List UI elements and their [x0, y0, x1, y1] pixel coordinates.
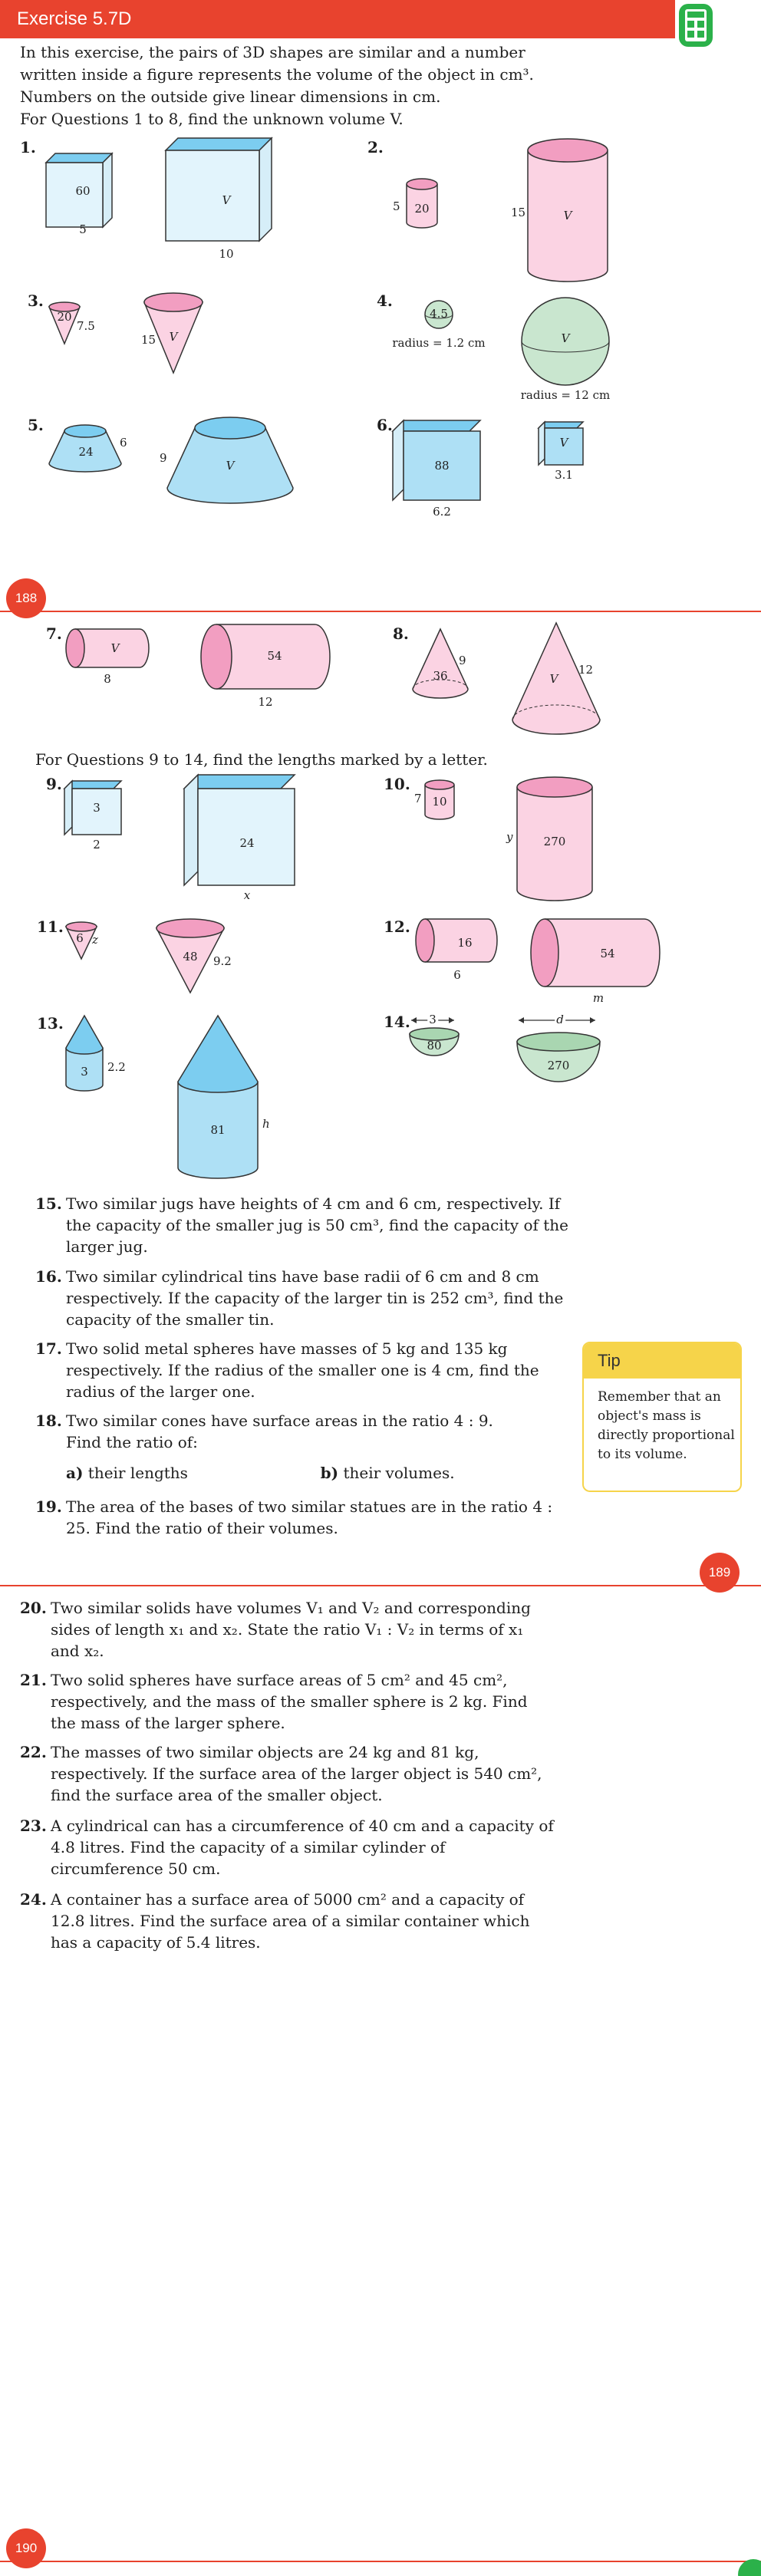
q13-large-volume-label: 81 — [210, 1123, 226, 1137]
q14-volume-label: 80 — [427, 1039, 442, 1052]
question-number: 21. — [20, 1671, 47, 1689]
question-16 — [35, 1266, 572, 1330]
q2-height-label: 5 — [393, 199, 400, 213]
q4-unknown-volume: V — [561, 331, 570, 345]
question-text: Two similar cylindrical tins have base radii of 6 cm and 8 cm respectively. If the capacity of the larger tin is 252 cm³, find the capacity of the smaller tin. — [66, 1267, 564, 1329]
part-b-label: b) — [320, 1464, 339, 1482]
page-number-badge: 190 — [6, 2528, 46, 2568]
part-a-text: their lengths — [87, 1464, 188, 1482]
tip-header — [584, 1343, 740, 1379]
q10-height-label: 7 — [414, 792, 422, 805]
question-number: 15. — [35, 1194, 62, 1213]
small-horizontal-cylinder-figure — [414, 917, 499, 964]
question-number: 17. — [35, 1339, 62, 1358]
intro-line-2: written inside a figure represents the volume of the object in cm³. — [20, 65, 534, 84]
q13-height-label: 2.2 — [107, 1060, 126, 1074]
q5-large-slant-label: 9 — [160, 451, 167, 465]
question-text: Two solid spheres have surface areas of 5 cm² and 45 cm², respectively, and the mass of the smaller sphere is 2 kg. Find the mass of the larger sphere. — [51, 1671, 528, 1732]
q11-volume-label: 6 — [76, 931, 84, 945]
intro-line-1: In this exercise, the pairs of 3D shapes are similar and a number — [20, 43, 525, 61]
question-number: 16. — [35, 1267, 62, 1286]
q3-volume-label: 20 — [57, 310, 72, 324]
question-number: 13. — [37, 1014, 64, 1033]
question-number: 2. — [367, 138, 384, 156]
question-number: 24. — [20, 1890, 47, 1909]
question-number: 6. — [377, 416, 393, 434]
question-17 — [35, 1338, 572, 1402]
question-19 — [35, 1496, 572, 1539]
question-text: A cylindrical can has a circumference of 40 cm and a capacity of 4.8 litres. Find the capacity of a similar cylinder of circumference 50 cm. — [51, 1817, 554, 1878]
q14-large-volume-label: 270 — [547, 1059, 570, 1072]
question-23 — [20, 1815, 557, 1879]
question-number: 3. — [28, 292, 44, 310]
q6-volume-label: 88 — [434, 459, 450, 473]
page-divider — [0, 1585, 761, 1586]
q9-volume-label: 3 — [93, 801, 100, 815]
large-cone-cylinder-figure — [176, 1014, 259, 1183]
part-a-label: a) — [66, 1464, 84, 1482]
q2-large-height-label: 15 — [511, 206, 526, 219]
page-divider — [0, 2561, 761, 2562]
question-text: The masses of two similar objects are 24 kg and 81 kg, respectively. If the surface area of the larger object is 540 cm², find the surface area of the smaller object. — [51, 1743, 542, 1804]
question-number: 7. — [46, 624, 62, 643]
question-text: A container has a surface area of 5000 cm² and a capacity of 12.8 litres. Find the surface area of a similar container which has a capacity of 5.4 litres. — [51, 1890, 530, 1952]
question-number: 1. — [20, 138, 36, 156]
q6-unknown-volume: V — [559, 436, 568, 450]
question-number: 19. — [35, 1497, 62, 1516]
q3-height-label: 7.5 — [77, 319, 95, 333]
question-number: 18. — [35, 1412, 62, 1430]
calculator-icon — [678, 3, 713, 48]
question-number: 5. — [28, 416, 44, 434]
q5-slant-label: 6 — [120, 436, 127, 450]
instruction-lengths: For Questions 9 to 14, find the lengths marked by a letter. — [35, 750, 488, 769]
q9-volume-label-large: 24 — [239, 836, 255, 850]
q11-unknown-slant: z — [92, 933, 98, 947]
large-horizontal-cylinder-figure — [199, 623, 331, 690]
question-number: 9. — [46, 775, 62, 793]
q1-unknown-volume: V — [222, 193, 231, 207]
q7-unknown-volume: V — [110, 641, 120, 655]
page-number-badge: 188 — [6, 578, 46, 618]
q7-volume-label: 54 — [267, 649, 282, 663]
question-number: 23. — [20, 1817, 47, 1835]
question-15 — [35, 1193, 572, 1257]
q10-volume-label: 10 — [432, 795, 447, 809]
question-number: 22. — [20, 1743, 47, 1761]
q11-large-volume-label: 48 — [183, 950, 198, 964]
q7-large-length-label: 12 — [258, 695, 273, 709]
q2-volume-label: 20 — [414, 202, 430, 216]
q2-unknown-volume: V — [563, 209, 572, 222]
small-cone-cylinder-figure — [64, 1014, 104, 1094]
q13-unknown-height: h — [262, 1117, 270, 1131]
page-divider — [0, 611, 761, 612]
q5-volume-label: 24 — [78, 445, 94, 459]
large-horizontal-cylinder-figure — [529, 917, 661, 988]
q4-large-radius-label: radius = 12 cm — [520, 388, 611, 402]
question-number: 12. — [384, 917, 410, 936]
question-number: 11. — [37, 917, 64, 936]
q9-side-label: 2 — [93, 838, 100, 852]
q12-large-volume-label: 54 — [600, 947, 615, 960]
part-b-text: their volumes. — [343, 1464, 455, 1482]
question-number: 10. — [384, 775, 410, 793]
q14-diameter-label: 3 — [429, 1013, 437, 1026]
question-24 — [20, 1889, 557, 1953]
large-cube-figure — [184, 775, 296, 887]
q4-volume-label: 4.5 — [430, 307, 448, 321]
question-number: 14. — [384, 1013, 410, 1031]
tip-title: Tip — [598, 1351, 621, 1370]
large-cube-figure — [166, 138, 281, 245]
q1-volume-label: 60 — [75, 184, 91, 198]
question-22 — [20, 1741, 557, 1806]
question-21 — [20, 1669, 557, 1734]
q1-side-label: 5 — [79, 222, 87, 236]
q12-unknown-length: m — [592, 991, 605, 1005]
question-20 — [20, 1597, 557, 1662]
q8-large-slant-label: 12 — [578, 663, 594, 677]
q10-unknown-height: y — [506, 830, 513, 844]
q6-small-side-label: 3.1 — [555, 468, 573, 482]
tip-body: Remember that an object's mass is directly proportional to its volume. — [598, 1389, 735, 1462]
question-text: Two similar jugs have heights of 4 cm and 6 cm, respectively. If the capacity of the smaller jug is 50 cm³, find the capacity of the larger jug. — [66, 1194, 569, 1256]
q13-volume-label: 3 — [81, 1065, 88, 1079]
exercise-title: Exercise 5.7D — [17, 8, 132, 29]
question-text: Two similar cones have surface areas in the ratio 4 : 9. Find the ratio of: — [66, 1412, 493, 1451]
q7-length-label: 8 — [104, 672, 111, 686]
intro-line-4: For Questions 1 to 8, find the unknown volume V. — [20, 110, 404, 128]
question-text: Two similar solids have volumes V₁ and V₂ and corresponding sides of length x₁ and x₂. State the ratio V₁ : V₂ in terms of x₁ and x₂. — [51, 1599, 531, 1660]
question-number: 20. — [20, 1599, 47, 1617]
question-18-parts — [66, 1462, 572, 1484]
q5-unknown-volume: V — [226, 459, 235, 473]
q14-unknown-diameter: d — [556, 1013, 564, 1026]
q6-side-label: 6.2 — [433, 505, 451, 519]
q3-unknown-volume: V — [169, 330, 178, 344]
small-horizontal-cylinder-figure — [64, 628, 150, 669]
q1-large-side-label: 10 — [219, 247, 234, 261]
question-number: 8. — [393, 624, 409, 643]
q12-length-label: 6 — [453, 968, 461, 982]
q9-unknown-side: x — [243, 888, 251, 902]
q8-unknown-volume: V — [549, 672, 558, 686]
page-number-badge: 189 — [700, 1553, 740, 1593]
intro-line-3: Numbers on the outside give linear dimensions in cm. — [20, 87, 441, 106]
tip-box — [582, 1342, 742, 1492]
q8-volume-label: 36 — [433, 669, 448, 683]
q4-small-radius-label: radius = 1.2 cm — [392, 336, 486, 350]
q3-large-height-label: 15 — [141, 333, 156, 347]
q12-volume-label: 16 — [457, 936, 473, 950]
question-number: 4. — [377, 292, 393, 310]
q10-large-volume-label: 270 — [543, 835, 566, 848]
question-18 — [35, 1410, 572, 1484]
q11-slant-label: 9.2 — [213, 954, 232, 968]
question-text: Two solid metal spheres have masses of 5 kg and 135 kg respectively. If the radius of the smaller one is 4 cm, find the radius of the larger one. — [66, 1339, 539, 1401]
q8-slant-label: 9 — [459, 654, 466, 667]
question-text: The area of the bases of two similar statues are in the ratio 4 : 25. Find the ratio of their volumes. — [66, 1497, 553, 1537]
